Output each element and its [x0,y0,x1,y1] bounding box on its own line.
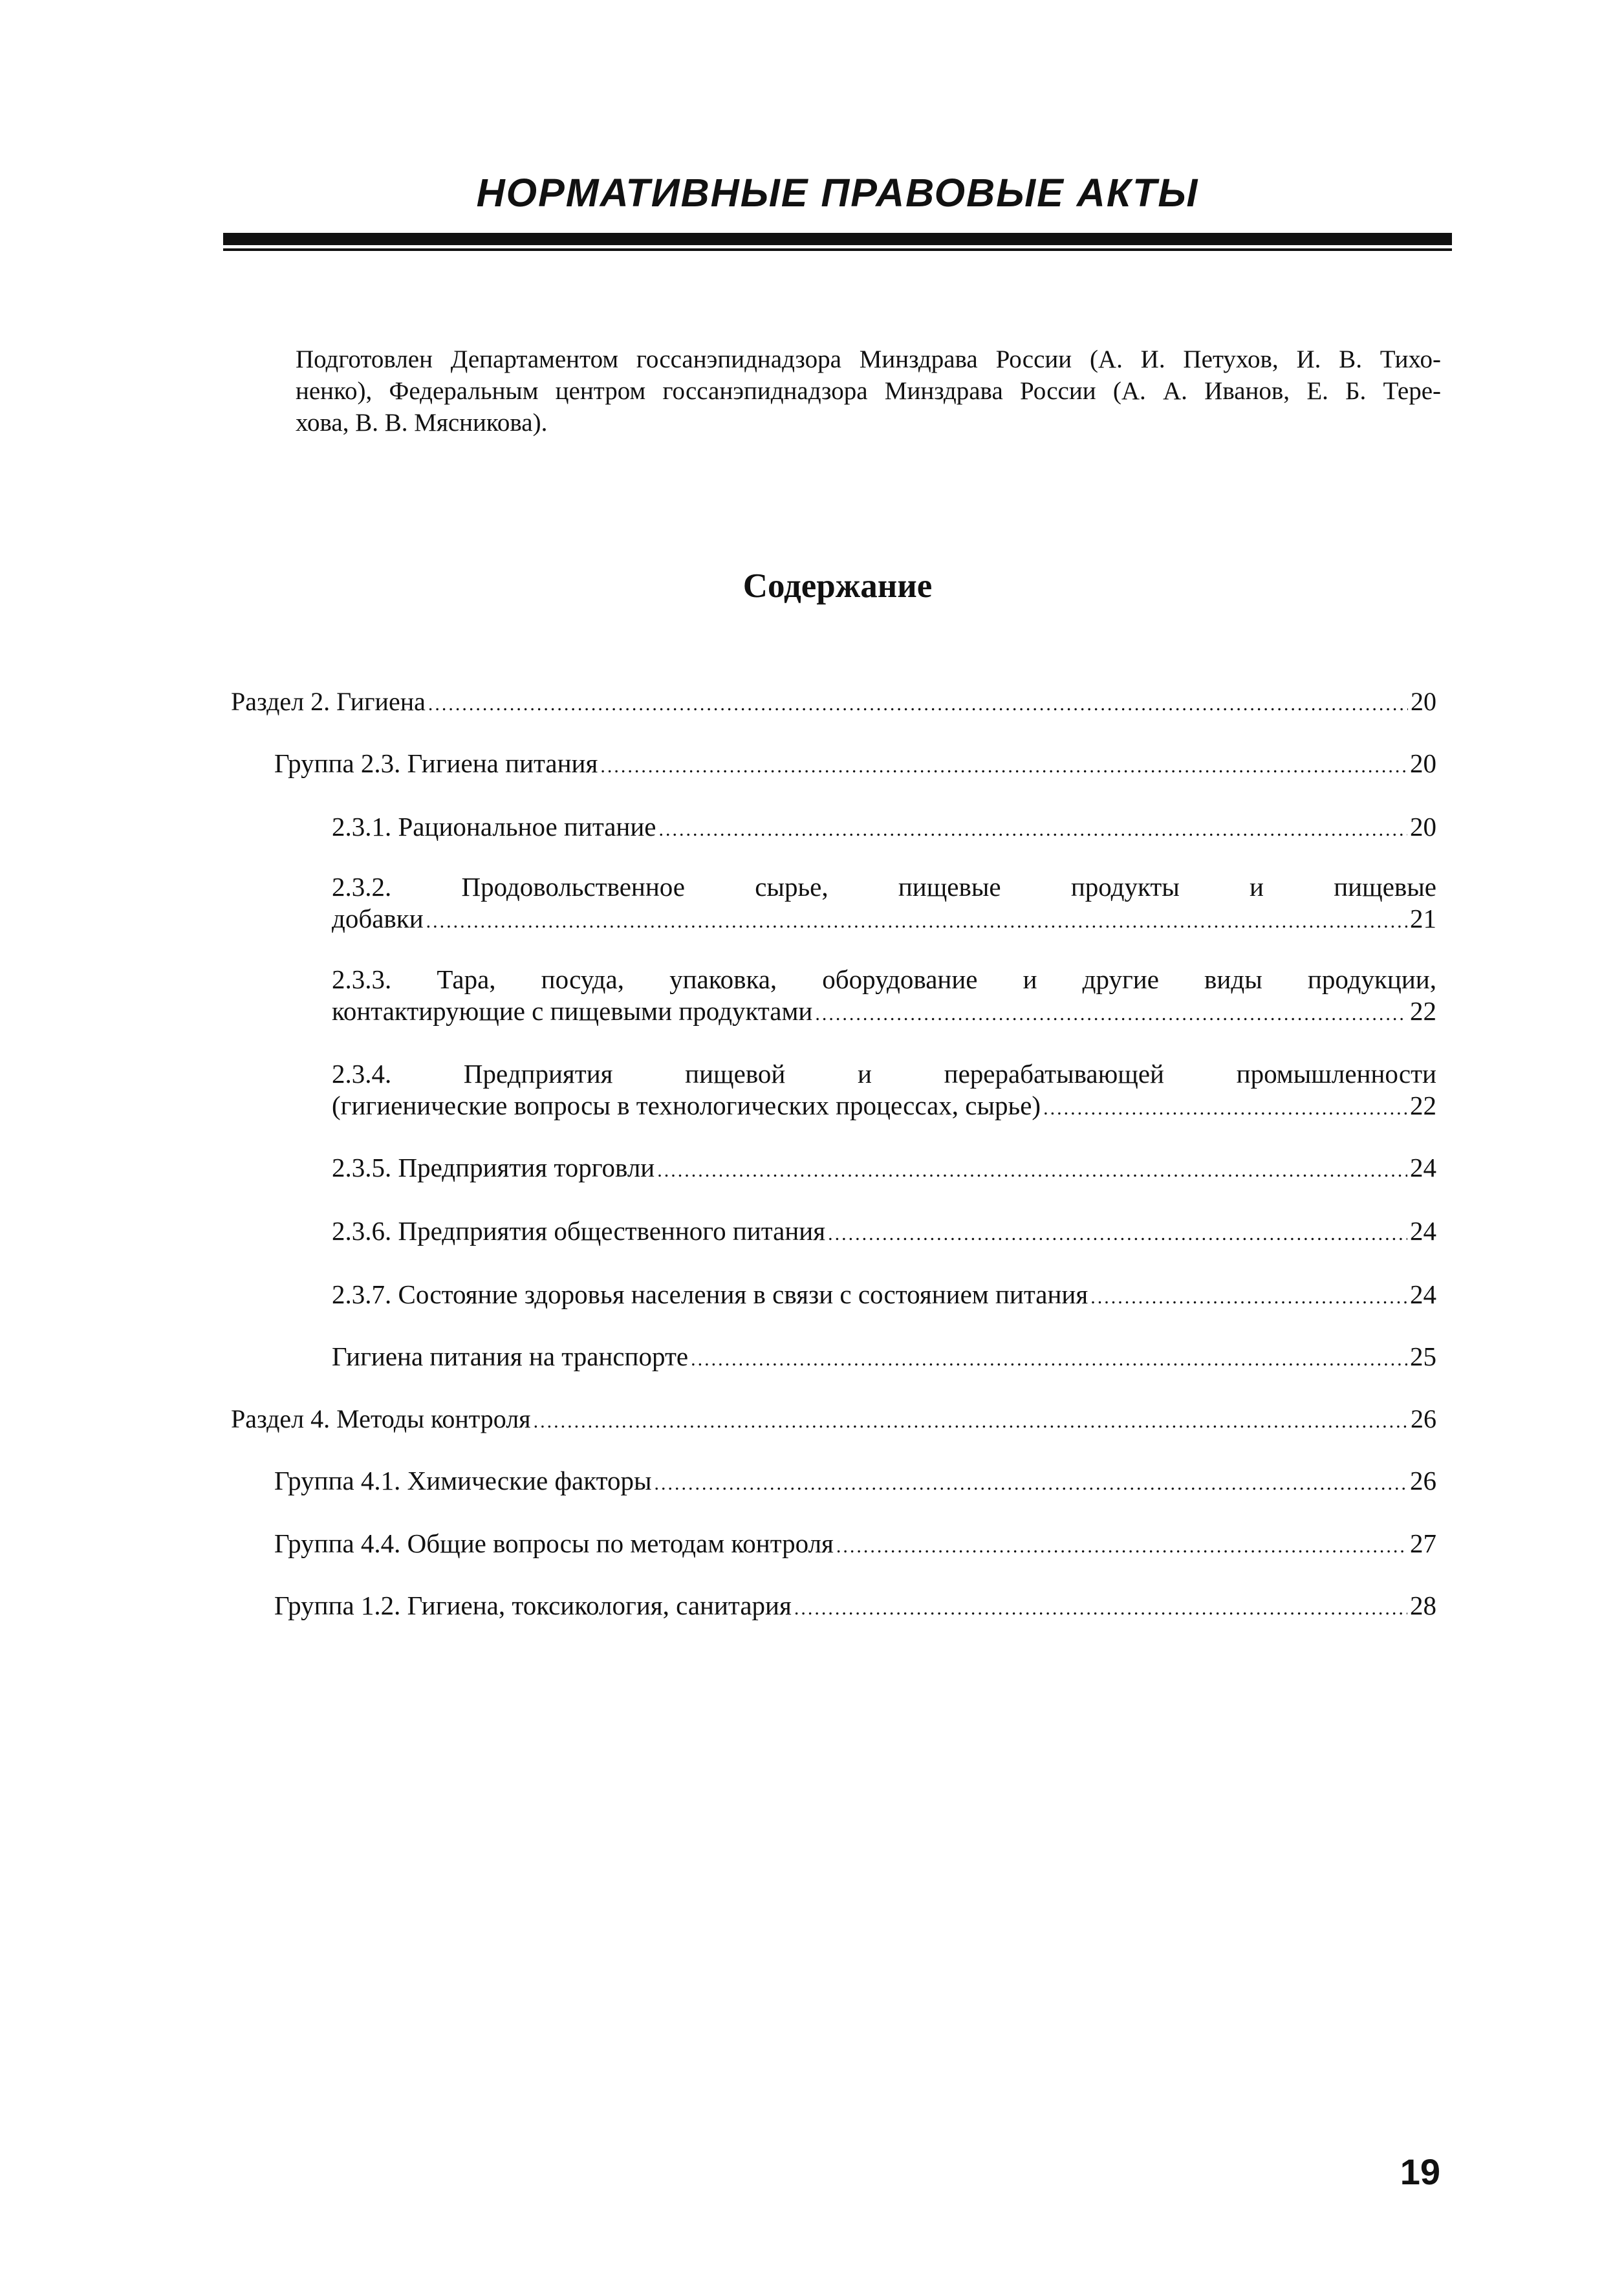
toc-leader-dots [1043,1092,1407,1124]
toc-leader-dots [836,1530,1407,1562]
toc-leader-dots [426,906,1407,937]
toc-entry-page: 20 [1410,748,1436,778]
toc-entry-label-line2-row [332,995,1436,1030]
toc-entry-2-3-7[interactable] [332,1279,1436,1313]
toc-entry-label: Раздел 4. Методы контроля [231,1404,531,1433]
toc-entry-2-3-1[interactable] [332,811,1436,845]
toc-entry-page: 27 [1410,1528,1436,1558]
toc-leader-dots [794,1592,1407,1624]
toc-leader-dots [600,750,1407,782]
toc-entry-transport-hygiene[interactable] [332,1341,1436,1375]
prepared-by-line: ненко), Федеральным центром госсанэпиднадзора Минздрава России (А. А. Иванов, Е. Б. Тере- [296,377,1441,405]
toc-entry-2-3-2[interactable] [332,871,1436,937]
toc-leader-dots [657,1155,1407,1186]
toc-entry-page: 24 [1410,1279,1436,1309]
toc-entry-label-line2: контактирующие с пищевыми продуктами [332,996,813,1026]
toc-entry-group-1-2[interactable] [274,1590,1436,1624]
toc-entry-label: 2.3.6. Предприятия общественного питания [332,1216,826,1246]
prepared-by-line: Подготовлен Департаментом госсанэпиднадзора Минздрава России (А. И. Петухов, И. В. Тихо- [296,345,1441,373]
toc-entry-group-4-1[interactable] [274,1465,1436,1499]
header-rule-thin [223,248,1452,251]
toc-entry-page: 26 [1411,1404,1436,1433]
page-header-title: НОРМАТИВНЫЕ ПРАВОВЫЕ АКТЫ [476,171,1199,215]
toc-entry-section-2[interactable] [231,686,1436,720]
toc-entry-2-3-5[interactable] [332,1152,1436,1186]
toc-entry-page: 21 [1410,904,1436,933]
toc-entry-page: 22 [1410,1091,1436,1120]
toc-entry-label: Группа 4.4. Общие вопросы по методам контроля [274,1528,834,1558]
toc-entry-2-3-6[interactable] [332,1215,1436,1250]
toc-entry-label-line2: (гигиенические вопросы в технологических процессах, сырье) [332,1091,1041,1120]
toc-entry-label: 2.3.5. Предприятия торговли [332,1153,655,1182]
toc-leader-dots [655,1468,1407,1499]
toc-entry-label: Группа 1.2. Гигиена, токсикология, санитария [274,1591,792,1620]
toc-entry-group-4-4[interactable] [274,1528,1436,1562]
toc-entry-label-line2: добавки [332,904,424,933]
toc-leader-dots [534,1406,1408,1437]
toc-leader-dots [659,814,1407,845]
toc-entry-label: 2.3.1. Рациональное питание [332,812,656,842]
toc-entry-label-line2-row [332,1090,1436,1124]
toc-entry-label: 2.3.7. Состояние здоровья населения в связи с состоянием питания [332,1279,1088,1309]
page-number: 19 [1400,2151,1440,2192]
toc-entry-label-line2-row [332,903,1436,937]
toc-entry-label-line1: 2.3.2. Продовольственное сырье, пищевые продукты и пищевые [332,872,1436,902]
toc-leader-dots [815,998,1407,1030]
toc-entry-page: 24 [1410,1153,1436,1182]
prepared-by-line: хова, В. В. Мясникова). [296,409,548,437]
toc-entry-page: 24 [1410,1216,1436,1246]
toc-entry-page: 28 [1410,1591,1436,1620]
toc-entry-label: Раздел 2. Гигиена [231,687,426,716]
toc-entry-label: Гигиена питания на транспорте [332,1342,689,1371]
toc-entry-label: Группа 4.1. Химические факторы [274,1466,652,1495]
toc-entry-label-line1: 2.3.4. Предприятия пищевой и перерабатывающей промышленности [332,1059,1436,1089]
toc-leader-dots [428,688,1408,720]
toc-entry-page: 20 [1410,812,1436,842]
toc-entry-2-3-3[interactable] [332,964,1436,1030]
toc-entry-2-3-4[interactable] [332,1058,1436,1124]
toc-entry-page: 22 [1410,996,1436,1026]
toc-entry-label: Группа 2.3. Гигиена питания [274,748,598,778]
prepared-by-note [296,343,1441,439]
toc-entry-page: 26 [1410,1466,1436,1495]
toc-entry-page: 25 [1410,1342,1436,1371]
toc-entry-label-line1: 2.3.3. Тара, посуда, упаковка, оборудование и другие виды продукции, [332,964,1436,994]
toc-leader-dots [691,1343,1407,1375]
toc-leader-dots [1090,1281,1407,1313]
header-rule-thick [223,233,1452,245]
toc-entry-section-4[interactable] [231,1403,1436,1437]
toc-leader-dots [828,1218,1407,1250]
contents-heading: Содержание [742,567,933,605]
toc-entry-page: 20 [1411,687,1436,716]
toc-entry-group-2-3[interactable] [274,748,1436,782]
